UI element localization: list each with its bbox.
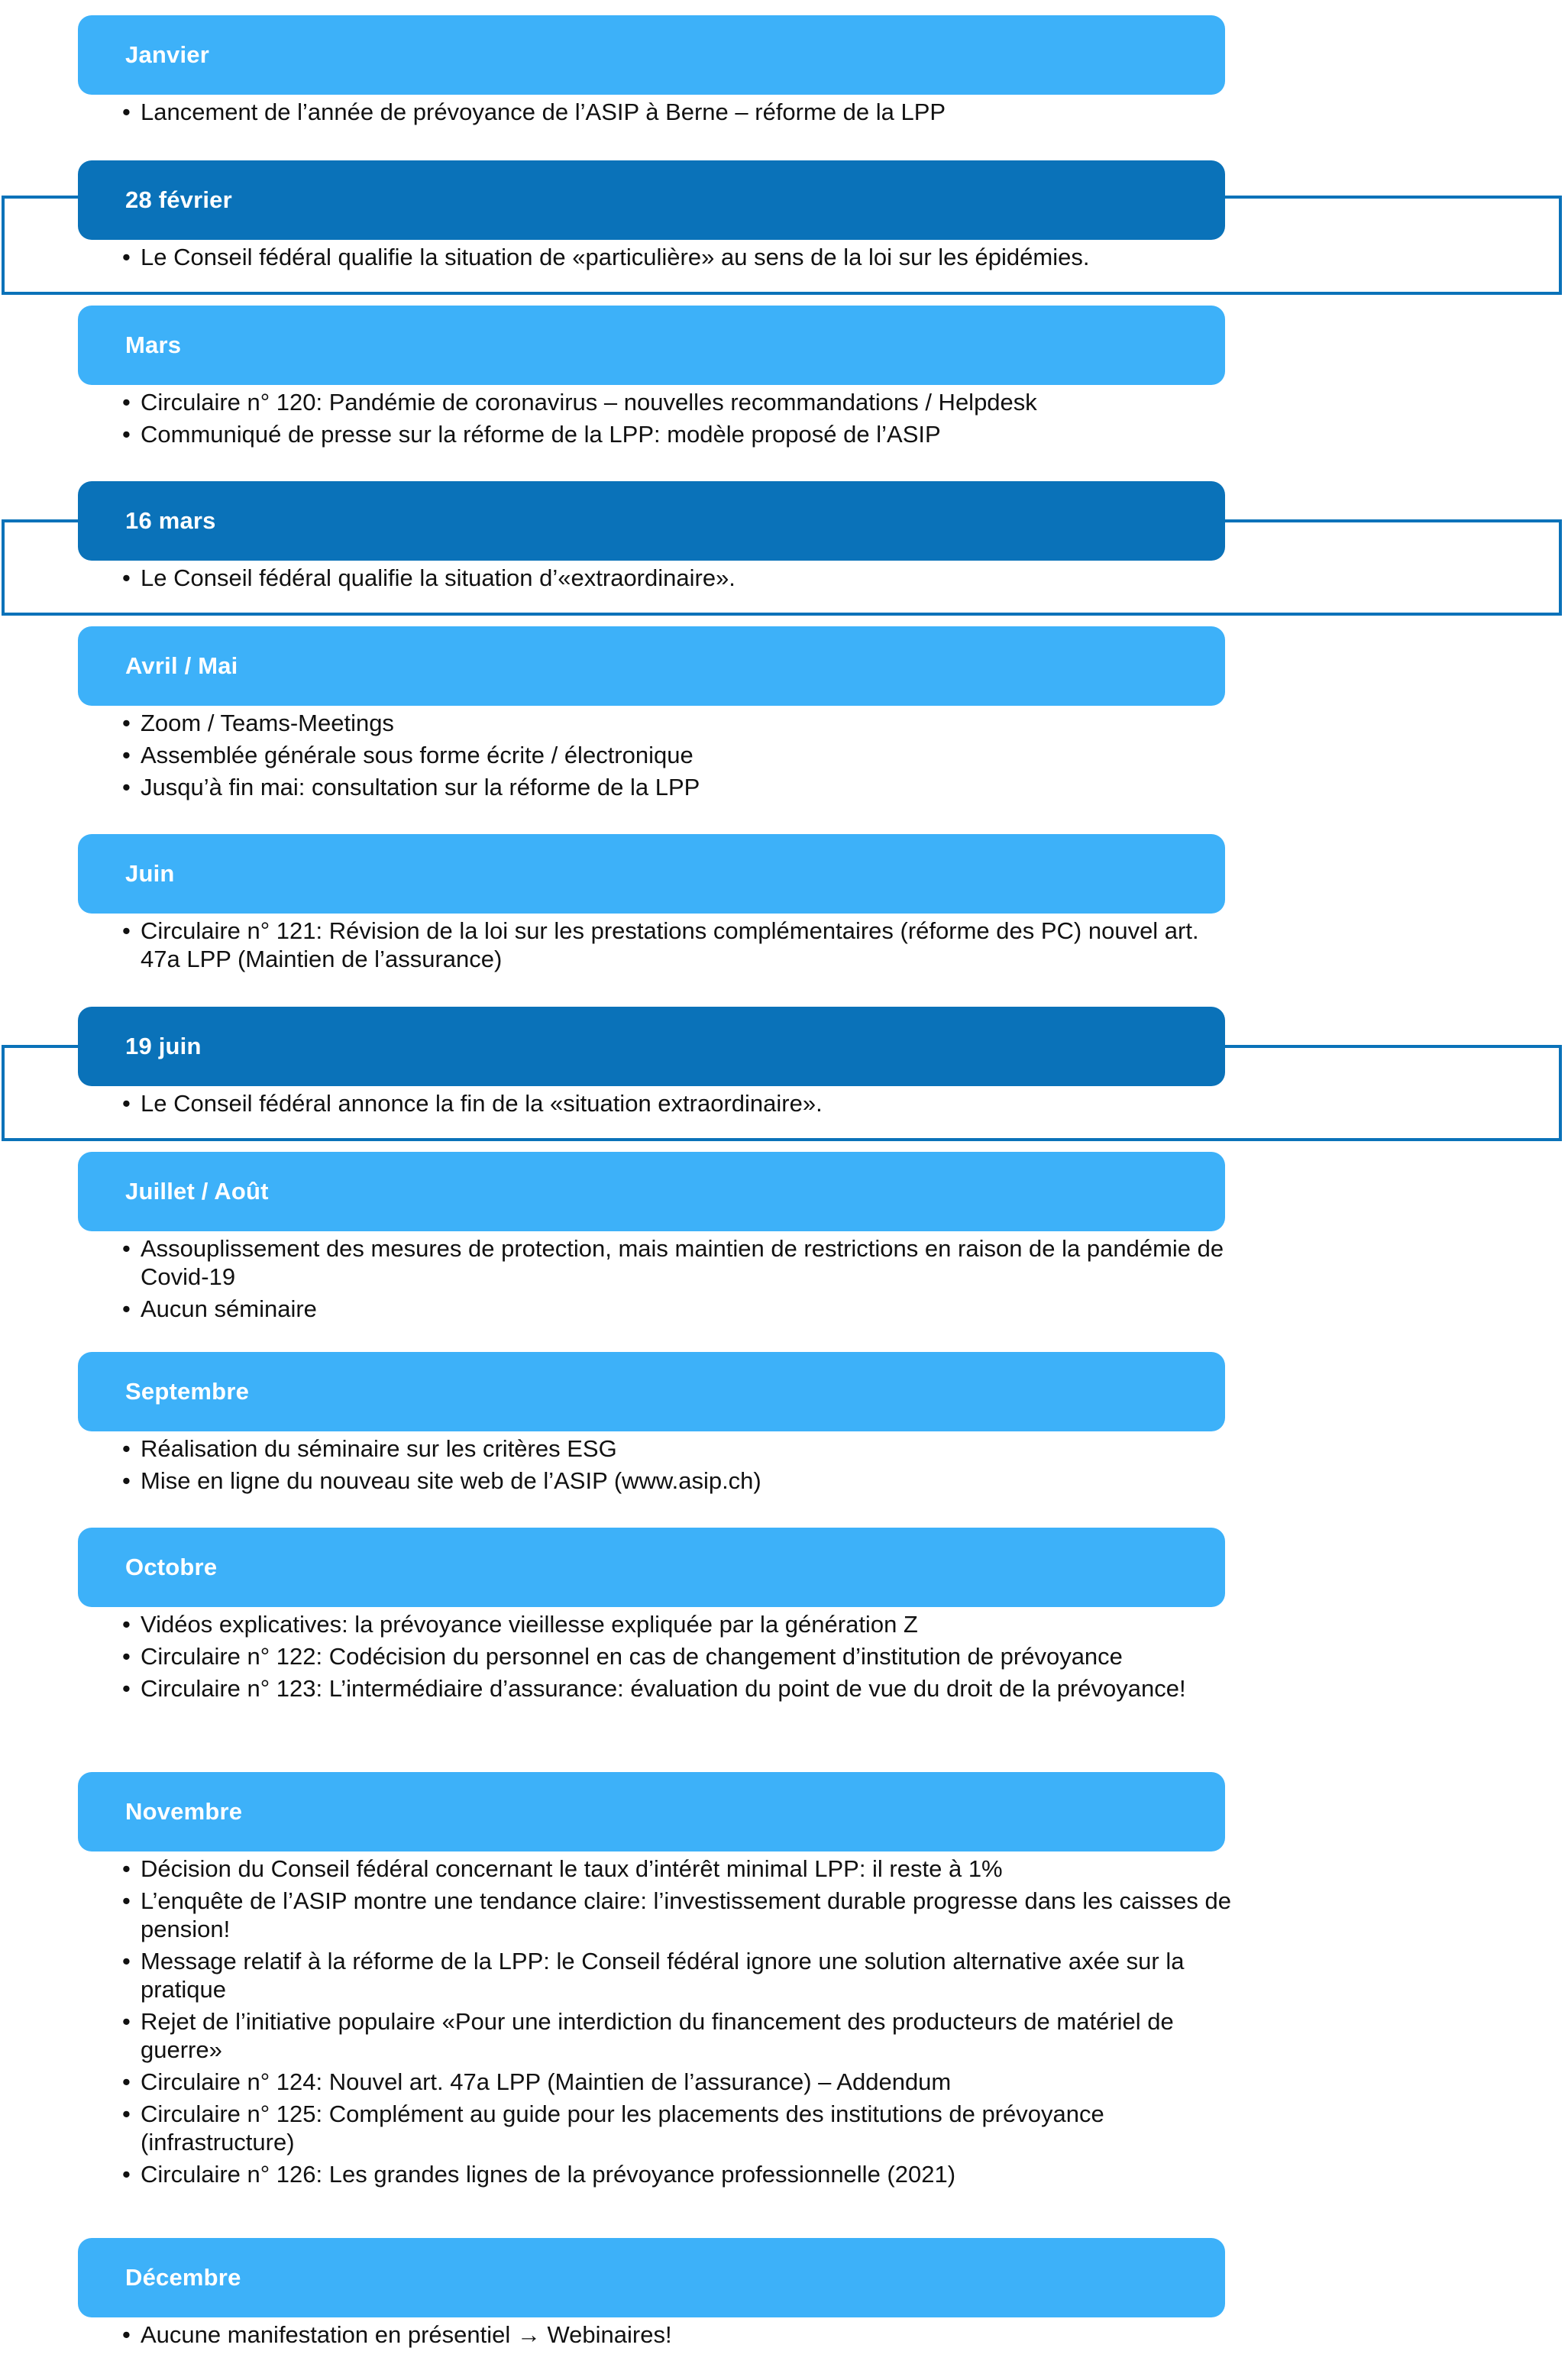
list-item: • Aucune manifestation en présentiel → Webinaires! bbox=[122, 2320, 1237, 2349]
section-header: 28 février bbox=[78, 160, 1225, 240]
section-items bbox=[122, 1234, 1237, 1327]
section-items bbox=[122, 2320, 1237, 2353]
section-header: Janvier bbox=[78, 15, 1225, 95]
list-item: • Zoom / Teams-Meetings bbox=[122, 709, 1237, 737]
section-header: Décembre bbox=[78, 2238, 1225, 2317]
list-item: • Circulaire n° 122: Codécision du personnel en cas de changement d’institution de prévoyance bbox=[122, 1642, 1237, 1670]
section-items bbox=[122, 709, 1237, 805]
list-item: • Le Conseil fédéral annonce la fin de la «situation extraordinaire». bbox=[122, 1089, 1237, 1117]
section-header: Septembre bbox=[78, 1352, 1225, 1431]
section-header: Avril / Mai bbox=[78, 626, 1225, 706]
list-item: • Circulaire n° 125: Complément au guide pour les placements des institutions de prévoyance (infrastructure) bbox=[122, 2100, 1237, 2156]
list-item: • Circulaire n° 120: Pandémie de coronavirus – nouvelles recommandations / Helpdesk bbox=[122, 388, 1237, 416]
section-header: 19 juin bbox=[78, 1007, 1225, 1086]
list-item: • Le Conseil fédéral qualifie la situation d’«extraordinaire». bbox=[122, 564, 1237, 592]
list-item: • Circulaire n° 123: L’intermédiaire d’assurance: évaluation du point de vue du droit de la prévoyance! bbox=[122, 1674, 1237, 1703]
section-items bbox=[122, 1610, 1237, 1706]
list-item: • Jusqu’à fin mai: consultation sur la réforme de la LPP bbox=[122, 773, 1237, 801]
list-item: • Lancement de l’année de prévoyance de l’ASIP à Berne – réforme de la LPP bbox=[122, 98, 1237, 126]
list-item: • L’enquête de l’ASIP montre une tendance claire: l’investissement durable progresse dans les caisses de pension! bbox=[122, 1887, 1237, 1943]
section-items bbox=[122, 388, 1237, 452]
section-items bbox=[122, 917, 1237, 977]
section-header: Novembre bbox=[78, 1772, 1225, 1851]
section-header: Octobre bbox=[78, 1528, 1225, 1607]
section-items bbox=[122, 98, 1237, 130]
list-item: • Message relatif à la réforme de la LPP: le Conseil fédéral ignore une solution alternative axée sur la pratique bbox=[122, 1947, 1237, 2003]
list-item: • Décision du Conseil fédéral concernant le taux d’intérêt minimal LPP: il reste à 1% bbox=[122, 1855, 1237, 1883]
section-items bbox=[122, 243, 1237, 275]
section-header: Mars bbox=[78, 306, 1225, 385]
list-item: • Réalisation du séminaire sur les critères ESG bbox=[122, 1434, 1237, 1463]
list-item: • Circulaire n° 124: Nouvel art. 47a LPP (Maintien de l’assurance) – Addendum bbox=[122, 2068, 1237, 2096]
list-item: • Circulaire n° 121: Révision de la loi sur les prestations complémentaires (réforme des PC) nouvel art. 47a LPP (Maintien de l’assurance) bbox=[122, 917, 1237, 973]
section-items bbox=[122, 1089, 1237, 1121]
list-item: • Mise en ligne du nouveau site web de l’ASIP (www.asip.ch) bbox=[122, 1467, 1237, 1495]
section-items bbox=[122, 1434, 1237, 1499]
section-header: Juillet / Août bbox=[78, 1152, 1225, 1231]
list-item: • Rejet de l’initiative populaire «Pour une interdiction du financement des producteurs de matériel de guerre» bbox=[122, 2007, 1237, 2064]
list-item: • Assouplissement des mesures de protection, mais maintien de restrictions en raison de la pandémie de Covid-19 bbox=[122, 1234, 1237, 1291]
section-items bbox=[122, 1855, 1237, 2192]
list-item: • Communiqué de presse sur la réforme de la LPP: modèle proposé de l’ASIP bbox=[122, 420, 1237, 448]
section-header: Juin bbox=[78, 834, 1225, 914]
list-item: • Le Conseil fédéral qualifie la situation de «particulière» au sens de la loi sur les épidémies. bbox=[122, 243, 1237, 271]
list-item: • Aucun séminaire bbox=[122, 1295, 1237, 1323]
list-item: • Vidéos explicatives: la prévoyance vieillesse expliquée par la génération Z bbox=[122, 1610, 1237, 1638]
list-item: • Assemblée générale sous forme écrite / électronique bbox=[122, 741, 1237, 769]
list-item: • Circulaire n° 126: Les grandes lignes de la prévoyance professionnelle (2021) bbox=[122, 2160, 1237, 2188]
section-items bbox=[122, 564, 1237, 596]
section-header: 16 mars bbox=[78, 481, 1225, 561]
